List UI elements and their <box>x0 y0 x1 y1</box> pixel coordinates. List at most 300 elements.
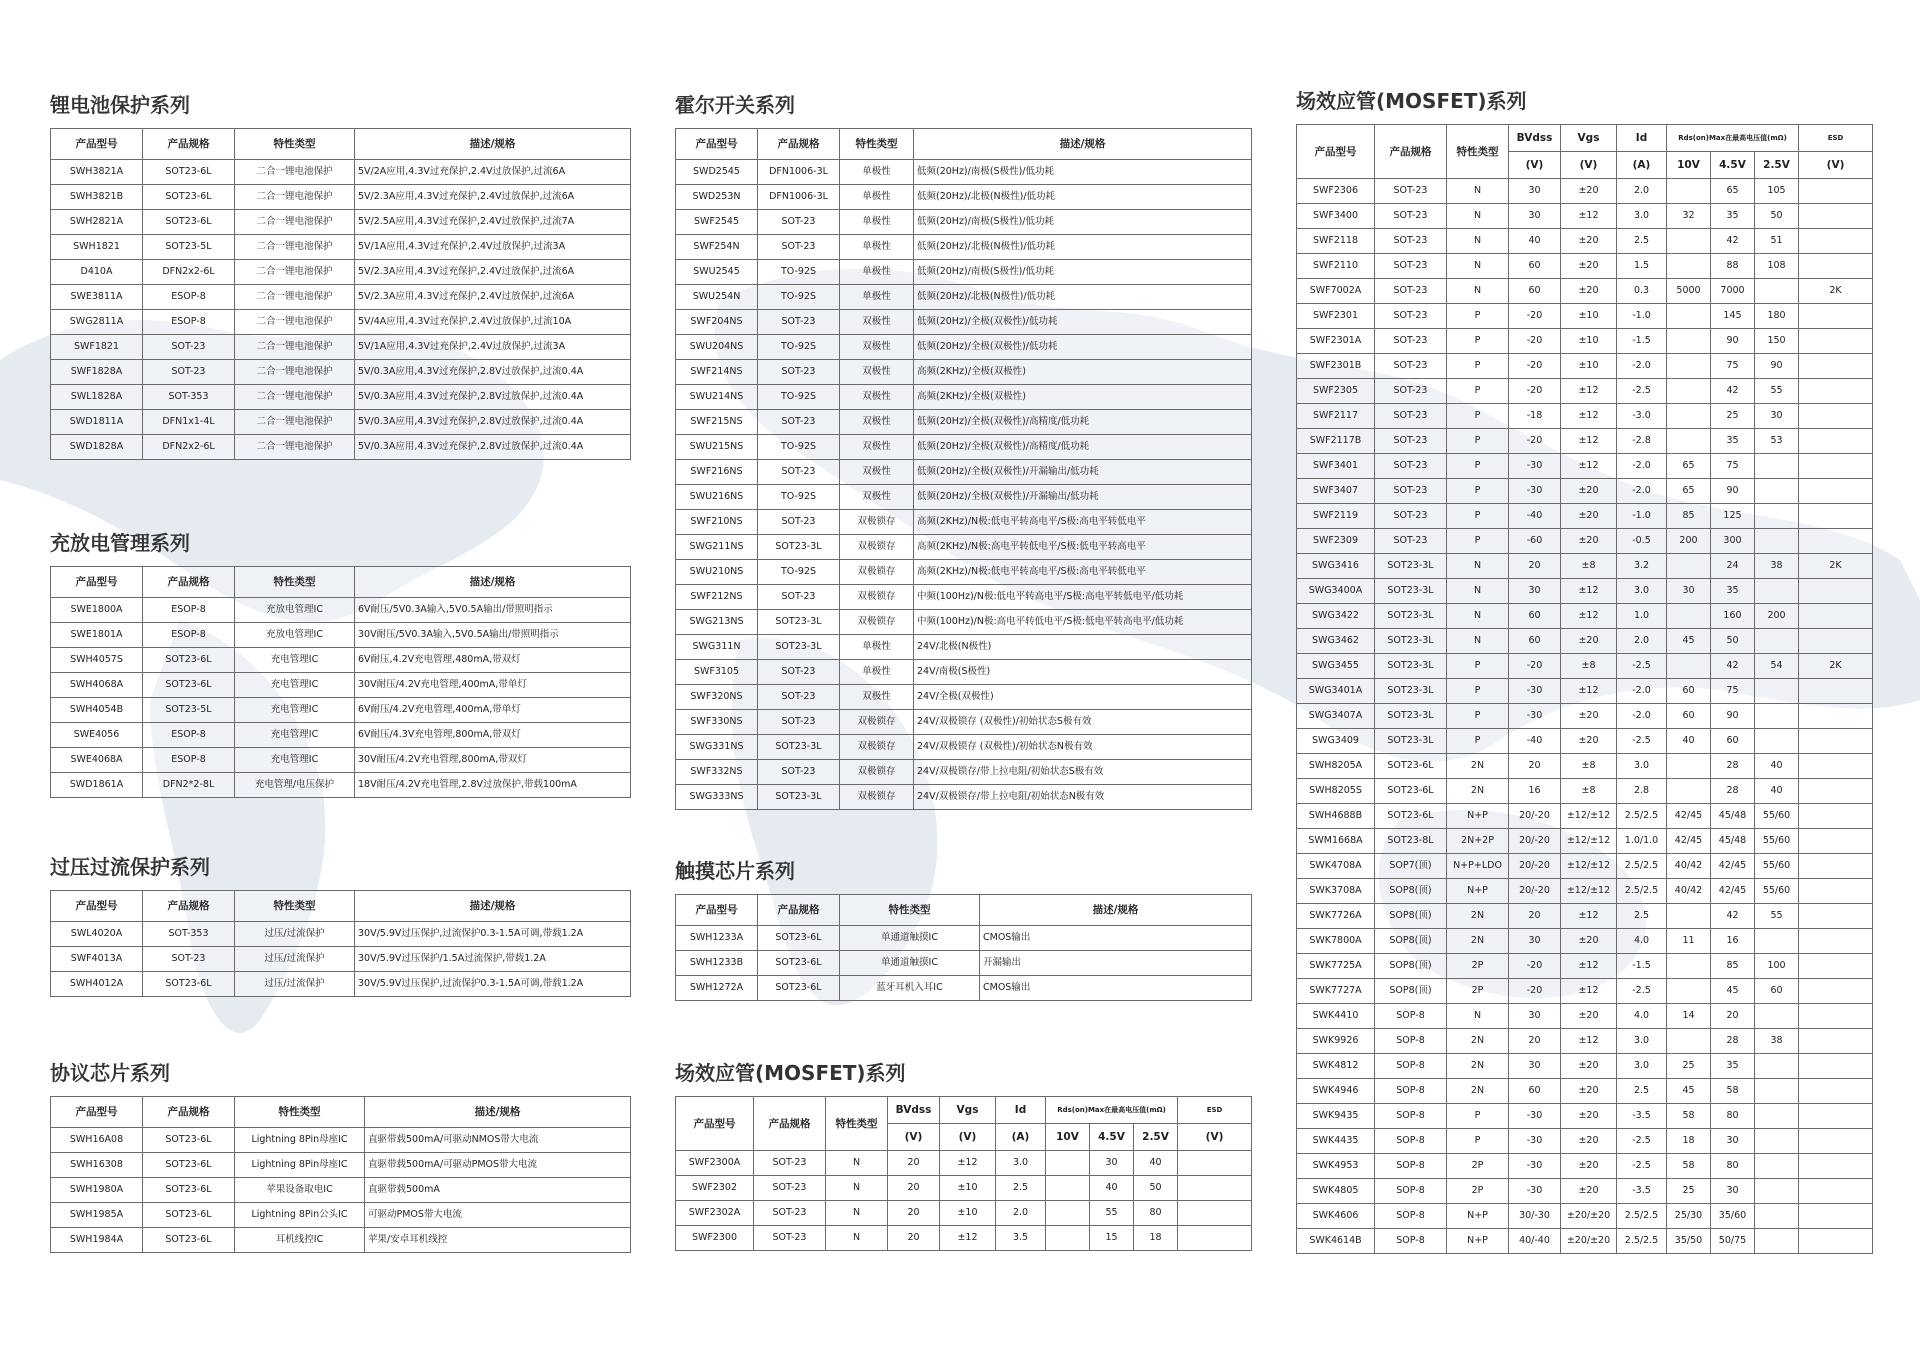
table-cell: 5V/2.5A应用,4.3V过充保护,2.4V过放保护,过流7A <box>355 210 631 235</box>
table-cell <box>1799 254 1873 279</box>
column-header: 产品型号 <box>51 891 143 922</box>
table-cell: SWE3811A <box>51 285 143 310</box>
table-cell: N+P <box>1447 1229 1509 1254</box>
table-cell: 28 <box>1711 779 1755 804</box>
table-cell: 20 <box>888 1151 940 1176</box>
table-row <box>1297 754 1873 779</box>
table-cell: SWF212NS <box>676 585 758 610</box>
column-header: 产品型号 <box>51 1097 143 1128</box>
table-cell: SWF3407 <box>1297 479 1375 504</box>
table-cell: 160 <box>1711 604 1755 629</box>
column-subheader: (A) <box>996 1124 1046 1151</box>
table-cell: 30 <box>1509 579 1561 604</box>
table-cell <box>1799 929 1873 954</box>
table-cell: 42 <box>1711 654 1755 679</box>
table-row <box>676 510 1252 535</box>
table-cell: 54 <box>1755 654 1799 679</box>
table-cell: 2N <box>1447 1029 1509 1054</box>
table-cell <box>1799 604 1873 629</box>
table-cell: 35/60 <box>1711 1204 1755 1229</box>
table-row <box>676 1226 1252 1251</box>
table-row <box>51 723 631 748</box>
table-cell: SOT23-5L <box>143 698 235 723</box>
table-cell: 40 <box>1667 729 1711 754</box>
table-cell: SOT23-6L <box>1375 754 1447 779</box>
table-cell: 40 <box>1509 229 1561 254</box>
table-row <box>51 385 631 410</box>
table-cell <box>1046 1201 1090 1226</box>
table-cell: P <box>1447 1129 1509 1154</box>
table-cell: 40 <box>1755 754 1799 779</box>
table-cell: ±12 <box>1561 904 1617 929</box>
table-cell: SOT23-6L <box>1375 804 1447 829</box>
table-cell: ±12 <box>1561 429 1617 454</box>
table-cell: SOT-23 <box>758 410 840 435</box>
table-cell <box>1799 1179 1873 1204</box>
table-cell: -40 <box>1509 504 1561 529</box>
table-cell: SOT-23 <box>1375 354 1447 379</box>
table-cell: 35 <box>1711 579 1755 604</box>
column-header: 产品规格 <box>143 567 235 598</box>
table-cell: 60 <box>1509 279 1561 304</box>
table-cell: 充电管理IC <box>235 748 355 773</box>
table-cell: 30V耐压/4.2V充电管理,800mA,带双灯 <box>355 748 631 773</box>
table-cell: 20 <box>1509 754 1561 779</box>
table-cell: 充放电管理IC <box>235 598 355 623</box>
table-cell: 双极性 <box>840 685 914 710</box>
table-cell: 20 <box>1509 1029 1561 1054</box>
table-cell: 42 <box>1711 379 1755 404</box>
table-cell: ±12/±12 <box>1561 854 1617 879</box>
table-cell: 2.0 <box>1617 629 1667 654</box>
table-row <box>51 235 631 260</box>
table-row <box>1297 1229 1873 1254</box>
table-cell: SWG331NS <box>676 735 758 760</box>
table-cell: SOT-23 <box>758 760 840 785</box>
table-cell: SOT-353 <box>143 922 235 947</box>
table-cell: ±20 <box>1561 254 1617 279</box>
table-cell: SWE1801A <box>51 623 143 648</box>
table-cell: ±20 <box>1561 929 1617 954</box>
table-cell: -2.0 <box>1617 704 1667 729</box>
table-cell: 5V/0.3A应用,4.3V过充保护,2.8V过放保护,过流0.4A <box>355 360 631 385</box>
table-cell: 60 <box>1755 979 1799 1004</box>
table-cell: 42/45 <box>1667 804 1711 829</box>
table-cell: 105 <box>1755 179 1799 204</box>
table-cell: P <box>1447 404 1509 429</box>
table-cell <box>1667 779 1711 804</box>
table-row <box>1297 1029 1873 1054</box>
table-cell: ±8 <box>1561 779 1617 804</box>
table-cell: SWF2117 <box>1297 404 1375 429</box>
table-cell: SOT-23 <box>1375 404 1447 429</box>
table-cell: 高频(2KHz)/N极:低电平转高电平/S极:高电平转低电平 <box>914 510 1252 535</box>
table-row <box>1297 579 1873 604</box>
table-cell: ESOP-8 <box>143 598 235 623</box>
table-cell: TO-92S <box>758 260 840 285</box>
table-cell: 55/60 <box>1755 854 1799 879</box>
table-cell: SOT23-6L <box>1375 779 1447 804</box>
table-cell: -1.0 <box>1617 504 1667 529</box>
table-cell: SWF2117B <box>1297 429 1375 454</box>
table-cell: N <box>1447 1004 1509 1029</box>
table-cell: SWG3422 <box>1297 604 1375 629</box>
table-cell: 5000 <box>1667 279 1711 304</box>
table-cell: -60 <box>1509 529 1561 554</box>
table-cell: 90 <box>1711 479 1755 504</box>
table-cell: SOT-23 <box>143 335 235 360</box>
table-cell: 40 <box>1134 1151 1178 1176</box>
table-cell <box>1755 929 1799 954</box>
table-row <box>1297 204 1873 229</box>
table-cell: SOT23-3L <box>1375 629 1447 654</box>
table-row <box>1297 279 1873 304</box>
table-cell <box>1799 979 1873 1004</box>
table-cell: 51 <box>1755 229 1799 254</box>
table-cell: SWU214NS <box>676 385 758 410</box>
table-cell <box>1178 1151 1252 1176</box>
table-row <box>1297 329 1873 354</box>
table-cell <box>1799 829 1873 854</box>
table-cell: SOT23-8L <box>1375 829 1447 854</box>
table-cell <box>1799 729 1873 754</box>
table-row <box>1297 304 1873 329</box>
table-cell: SWK9435 <box>1297 1104 1375 1129</box>
table-cell: 中频(100Hz)/N极:低电平转高电平/S极:高电平转低电平/低功耗 <box>914 585 1252 610</box>
table-cell: 3.0 <box>996 1151 1046 1176</box>
table-cell <box>1178 1226 1252 1251</box>
table-cell: 充电管理IC <box>235 723 355 748</box>
table-cell: 苹果设备取电IC <box>235 1178 365 1203</box>
table-cell: 32 <box>1667 204 1711 229</box>
table-row <box>51 922 631 947</box>
table-cell <box>1667 179 1711 204</box>
table-cell: N <box>1447 229 1509 254</box>
table-cell <box>1755 529 1799 554</box>
table-cell: SWK9926 <box>1297 1029 1375 1054</box>
table-cell: 低频(20Hz)/北极(N极性)/低功耗 <box>914 285 1252 310</box>
table-cell: ESOP-8 <box>143 310 235 335</box>
table-row <box>676 951 1252 976</box>
table-row <box>676 760 1252 785</box>
table-cell: 30 <box>1667 579 1711 604</box>
table-cell: 60 <box>1711 729 1755 754</box>
table-row <box>51 360 631 385</box>
table-cell: SWF2301 <box>1297 304 1375 329</box>
table-cell: SWF2119 <box>1297 504 1375 529</box>
column-header: 产品型号 <box>51 567 143 598</box>
table-cell: SWH1985A <box>51 1203 143 1228</box>
table-cell: 2.5/2.5 <box>1617 854 1667 879</box>
table-cell: 低频(20Hz)/全极(双极性)/低功耗 <box>914 310 1252 335</box>
table-cell: SOT23-3L <box>1375 654 1447 679</box>
protocol-section <box>50 1060 631 1253</box>
table-row <box>1297 454 1873 479</box>
column-header: Id <box>996 1097 1046 1124</box>
table-cell: 2.5/2.5 <box>1617 1204 1667 1229</box>
table-row <box>676 385 1252 410</box>
table-cell: 2.5/2.5 <box>1617 879 1667 904</box>
table-cell: 40 <box>1755 779 1799 804</box>
table-cell: ±12 <box>1561 204 1617 229</box>
table-cell: 58 <box>1711 1079 1755 1104</box>
column-subheader: (V) <box>1509 152 1561 179</box>
table-cell: SWH8205S <box>1297 779 1375 804</box>
table-cell: 45 <box>1711 979 1755 1004</box>
table-cell: ±10 <box>940 1176 996 1201</box>
table-cell: 60 <box>1667 704 1711 729</box>
table-cell: 24V/北极(N极性) <box>914 635 1252 660</box>
table-cell: 6V耐压/4.2V充电管理,400mA,带单灯 <box>355 698 631 723</box>
table-cell: P <box>1447 704 1509 729</box>
table-cell: 单极性 <box>840 185 914 210</box>
table-cell: SWF254N <box>676 235 758 260</box>
table-cell: 2.8 <box>1617 779 1667 804</box>
touch-section <box>675 858 1252 1001</box>
table-cell: 6V耐压/5V0.3A输入,5V0.5A输出/带照明指示 <box>355 598 631 623</box>
table-cell <box>1799 704 1873 729</box>
table-row <box>51 260 631 285</box>
table-row <box>676 735 1252 760</box>
table-row <box>1297 929 1873 954</box>
table-cell: SWE4068A <box>51 748 143 773</box>
table-cell: 24 <box>1711 554 1755 579</box>
table-cell: SOT-23 <box>1375 529 1447 554</box>
table-cell: SWG2811A <box>51 310 143 335</box>
table-cell: SOT-23 <box>1375 204 1447 229</box>
table-cell: ±20 <box>1561 1104 1617 1129</box>
table-cell: 50 <box>1755 204 1799 229</box>
column-subheader: 4.5V <box>1711 152 1755 179</box>
table-cell: P <box>1447 504 1509 529</box>
table-cell: 18 <box>1134 1226 1178 1251</box>
table-cell: 低频(20Hz)/北极(N极性)/低功耗 <box>914 185 1252 210</box>
table-cell: 40/42 <box>1667 854 1711 879</box>
table-cell: 15 <box>1090 1226 1134 1251</box>
table-cell: SWD1861A <box>51 773 143 798</box>
table-cell: 125 <box>1711 504 1755 529</box>
table-cell: SWK4812 <box>1297 1054 1375 1079</box>
table-cell: 二合一锂电池保护 <box>235 185 355 210</box>
table-cell: 20 <box>1711 1004 1755 1029</box>
table-cell: 60 <box>1509 629 1561 654</box>
table-cell: 40/42 <box>1667 879 1711 904</box>
column-header: Vgs <box>1561 125 1617 152</box>
table-row <box>1297 729 1873 754</box>
table-row <box>1297 554 1873 579</box>
table-cell: 高频(2KHz)/N极:高电平转低电平/S极:低电平转高电平 <box>914 535 1252 560</box>
table-cell: 38 <box>1755 1029 1799 1054</box>
table-cell: SOT-23 <box>1375 304 1447 329</box>
table-cell: 24V/双极锁存 (双极性)/初始状态S极有效 <box>914 710 1252 735</box>
table-cell: ±10 <box>1561 354 1617 379</box>
table-cell: SOT23-3L <box>758 535 840 560</box>
table-cell <box>1799 1229 1873 1254</box>
table-cell: 充电管理/电压保护 <box>235 773 355 798</box>
mosfet-big-section <box>1296 88 1873 1254</box>
table-row <box>1297 354 1873 379</box>
table-cell: SOT-23 <box>754 1201 826 1226</box>
table-cell <box>1799 429 1873 454</box>
table-cell: SOT-23 <box>758 235 840 260</box>
table-row <box>51 773 631 798</box>
table-cell: ±12/±12 <box>1561 829 1617 854</box>
table-cell: 30/-30 <box>1509 1204 1561 1229</box>
table-cell: 2K <box>1799 654 1873 679</box>
table-cell: 60 <box>1509 254 1561 279</box>
table-cell: DFN2*2-8L <box>143 773 235 798</box>
protocol-title: 协议芯片系列 <box>50 1061 170 1085</box>
table-cell: SWH4012A <box>51 972 143 997</box>
column-subheader: (V) <box>940 1124 996 1151</box>
table-cell: 58 <box>1667 1154 1711 1179</box>
table-cell: 50 <box>1134 1176 1178 1201</box>
table-cell: SWF2300 <box>676 1226 754 1251</box>
table-cell: SOT23-6L <box>143 1228 235 1253</box>
table-row <box>51 185 631 210</box>
table-cell: 低频(20Hz)/全极(双极性)/高精度/低功耗 <box>914 410 1252 435</box>
column-header: 产品型号 <box>1297 125 1375 179</box>
table-cell: SWF7002A <box>1297 279 1375 304</box>
table-cell: SWF2302 <box>676 1176 754 1201</box>
table-cell: 18V耐压/4.2V充电管理,2.8V过放保护,带载100mA <box>355 773 631 798</box>
table-cell: 2.5 <box>1617 904 1667 929</box>
table-cell <box>1667 429 1711 454</box>
table-cell <box>1755 1129 1799 1154</box>
table-cell <box>1755 1204 1799 1229</box>
table-cell: SWH1984A <box>51 1228 143 1253</box>
table-cell: SWH3821B <box>51 185 143 210</box>
table-cell: -20 <box>1509 354 1561 379</box>
table-cell: 55 <box>1755 379 1799 404</box>
table-cell <box>1667 954 1711 979</box>
table-cell: ±20/±20 <box>1561 1204 1617 1229</box>
table-cell: N+P <box>1447 879 1509 904</box>
table-cell: 42 <box>1711 229 1755 254</box>
table-cell: SWK4410 <box>1297 1004 1375 1029</box>
table-cell: -30 <box>1509 1104 1561 1129</box>
table-cell: SOT-23 <box>754 1176 826 1201</box>
table-cell: 45/48 <box>1711 804 1755 829</box>
table-cell: P <box>1447 329 1509 354</box>
table-cell: ±20 <box>1561 1129 1617 1154</box>
table-cell <box>1755 1229 1799 1254</box>
table-cell: ±12 <box>1561 679 1617 704</box>
table-cell: 28 <box>1711 1029 1755 1054</box>
table-cell <box>1755 504 1799 529</box>
table-cell <box>1799 804 1873 829</box>
table-cell: 24V/全极(双极性) <box>914 685 1252 710</box>
table-cell: SOT23-3L <box>758 635 840 660</box>
table-cell: SWG211NS <box>676 535 758 560</box>
table-cell: SOT23-6L <box>143 185 235 210</box>
table-cell: 双极性 <box>840 485 914 510</box>
table-cell: 2.5/2.5 <box>1617 804 1667 829</box>
table-cell: ±20 <box>1561 729 1617 754</box>
table-cell: 3.5 <box>996 1226 1046 1251</box>
table-cell: SWK4708A <box>1297 854 1375 879</box>
table-cell: SOT23-6L <box>143 648 235 673</box>
table-cell: TO-92S <box>758 285 840 310</box>
table-row <box>51 673 631 698</box>
table-cell: SOT-23 <box>1375 179 1447 204</box>
table-cell: -30 <box>1509 704 1561 729</box>
column-header: 产品规格 <box>143 1097 235 1128</box>
table-cell: 低频(20Hz)/南极(S极性)/低功耗 <box>914 160 1252 185</box>
table-cell: 二合一锂电池保护 <box>235 210 355 235</box>
column-header: BVdss <box>1509 125 1561 152</box>
table-cell: 145 <box>1711 304 1755 329</box>
table-cell: SOT23-3L <box>758 735 840 760</box>
table-row <box>1297 704 1873 729</box>
table-cell: 二合一锂电池保护 <box>235 160 355 185</box>
table-cell: 45 <box>1667 1079 1711 1104</box>
table-cell: -2.8 <box>1617 429 1667 454</box>
table-cell: 24V/双极锁存/带上拉电阻/初始状态N极有效 <box>914 785 1252 810</box>
table-cell: 20 <box>1509 904 1561 929</box>
table-cell: SWD1811A <box>51 410 143 435</box>
table-cell: SWU254N <box>676 285 758 310</box>
table-row <box>51 748 631 773</box>
table-header-row <box>51 1097 631 1128</box>
table-cell: SOT23-6L <box>143 210 235 235</box>
table-cell: 双极锁存 <box>840 585 914 610</box>
table-cell: SOP-8 <box>1375 1204 1447 1229</box>
table-cell: SWF2110 <box>1297 254 1375 279</box>
table-row <box>676 485 1252 510</box>
column-subheader: (V) <box>888 1124 940 1151</box>
table-cell: 75 <box>1711 454 1755 479</box>
table-cell: 充放电管理IC <box>235 623 355 648</box>
lithium-section <box>50 92 631 460</box>
table-cell: 30V/5.9V过压保护/1.5A过流保护,带载1.2A <box>355 947 631 972</box>
table-row <box>1297 1079 1873 1104</box>
table-cell: 双极性 <box>840 410 914 435</box>
table-cell: -20 <box>1509 954 1561 979</box>
table-cell: 18 <box>1667 1129 1711 1154</box>
table-row <box>1297 529 1873 554</box>
table-cell: -20 <box>1509 429 1561 454</box>
table-row <box>676 335 1252 360</box>
table-cell: 单极性 <box>840 285 914 310</box>
table-cell: 55 <box>1090 1201 1134 1226</box>
table-cell: SWG3407A <box>1297 704 1375 729</box>
table-cell: 20 <box>888 1201 940 1226</box>
table-cell: 60 <box>1509 1079 1561 1104</box>
table-cell: 38 <box>1755 554 1799 579</box>
table-cell: ±12 <box>940 1151 996 1176</box>
table-cell: SOP8(顶) <box>1375 954 1447 979</box>
table-cell: 90 <box>1755 354 1799 379</box>
table-cell: SOT23-6L <box>143 972 235 997</box>
table-cell: 50 <box>1711 629 1755 654</box>
table-cell: ±20 <box>1561 704 1617 729</box>
table-cell: 25 <box>1667 1054 1711 1079</box>
table-cell: 高频(2KHz)/N极:低电平转高电平/S极:高电平转低电平 <box>914 560 1252 585</box>
table-cell: 6V耐压,4.2V充电管理,480mA,带双灯 <box>355 648 631 673</box>
table-cell: ±20/±20 <box>1561 1229 1617 1254</box>
table-row <box>1297 954 1873 979</box>
table-cell <box>1799 1204 1873 1229</box>
table-cell: SWU204NS <box>676 335 758 360</box>
table-cell: 4.0 <box>1617 1004 1667 1029</box>
table-cell: SWH1233A <box>676 926 758 951</box>
table-cell: SOT23-3L <box>1375 554 1447 579</box>
table-cell: ±20 <box>1561 529 1617 554</box>
table-cell: DFN1x1-4L <box>143 410 235 435</box>
table-cell: -30 <box>1509 454 1561 479</box>
table-cell: 2K <box>1799 554 1873 579</box>
